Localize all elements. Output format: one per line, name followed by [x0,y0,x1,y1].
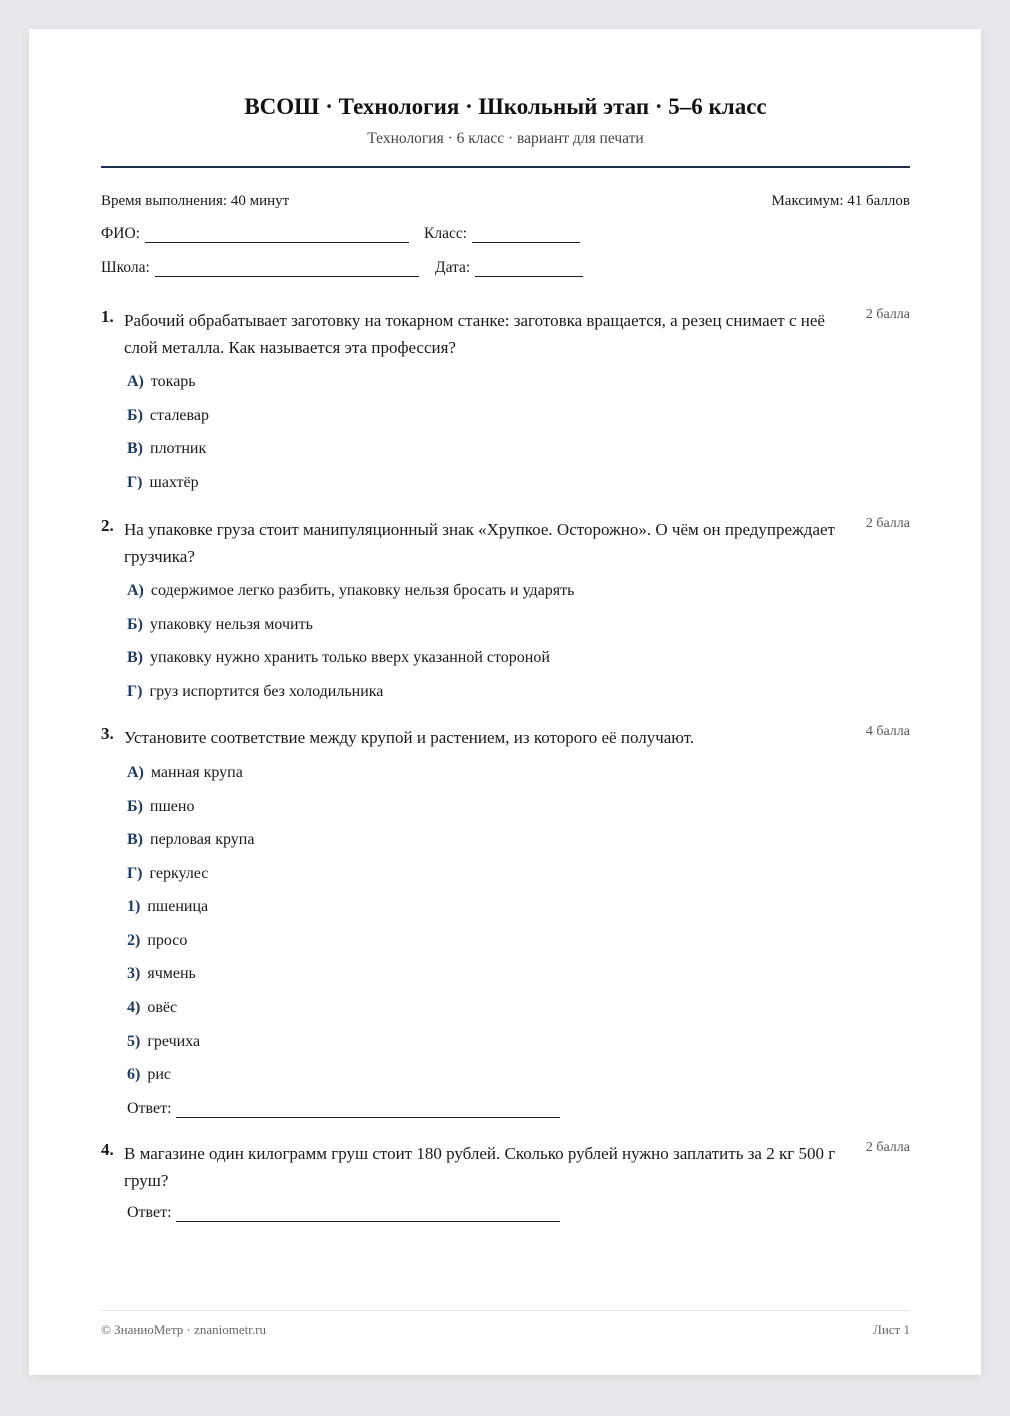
match-1[interactable] [127,898,208,916]
option-text: ячмень [147,965,196,982]
answer-field[interactable] [127,1204,560,1222]
option-letter: 4) [127,999,141,1016]
option-text: токарь [150,373,196,390]
option-a[interactable] [127,582,574,600]
question-text: Рабочий обрабатывает заготовку на токарном станке: заготовка вращается, а резец снимает с неё слой металла. Как называется эта профессия? [124,311,825,357]
option-a[interactable] [127,764,243,782]
match-2[interactable] [127,932,187,950]
footer-copyright: © ЗнаниоМетр · znaniometr.ru [101,1322,266,1337]
option-letter: 5) [127,1033,141,1050]
option-letter: Б) [127,616,143,633]
option-letter: Г) [127,865,143,882]
option-letter: 6) [127,1066,141,1083]
question-points: 4 балла [865,724,910,739]
answer-blank[interactable] [176,1103,560,1118]
option-letter: 2) [127,932,141,949]
option-letter: А) [127,582,144,599]
option-d[interactable] [127,865,208,883]
option-d[interactable] [127,683,383,701]
option-text: груз испортится без холодильника [149,683,384,700]
option-c[interactable] [127,649,550,667]
option-text: содержимое легко разбить, упаковку нельзя бросать и ударять [150,582,575,599]
option-b[interactable] [127,407,209,425]
option-letter: В) [127,649,143,666]
option-text: сталевар [149,407,209,424]
option-letter: В) [127,440,143,457]
option-text: пшеница [147,898,209,915]
worksheet-page [29,29,981,1375]
option-text: пшено [149,798,195,815]
option-text: упаковку нужно хранить только вверх указанной стороной [150,649,550,666]
class-field[interactable] [424,225,580,243]
date-field[interactable] [435,259,583,277]
question-number: 2. [101,516,114,535]
option-letter: 1) [127,898,141,915]
question-text: На упаковке груза стоит манипуляционный знак «Хрупкое. Осторожно». О чём он предупреждает грузчика? [124,520,835,566]
option-letter: В) [127,831,143,848]
answer-label: Ответ: [127,1204,172,1221]
option-text: плотник [150,440,207,457]
option-letter: А) [127,373,144,390]
option-c[interactable] [127,831,254,849]
option-letter: Б) [127,798,143,815]
question-points: 2 балла [865,516,910,531]
school-field[interactable] [101,259,419,277]
fio-blank[interactable] [145,225,409,243]
question-number: 3. [101,724,114,743]
option-letter: А) [127,764,144,781]
question-points: 2 балла [865,1140,910,1155]
option-text: просо [147,932,188,949]
match-6[interactable] [127,1066,171,1084]
time-limit: Время выполнения: 40 минут [101,193,290,209]
option-b[interactable] [127,798,194,816]
option-text: рис [147,1066,171,1083]
option-text: овёс [147,999,178,1016]
option-text: шахтёр [149,474,199,491]
fio-field[interactable] [101,225,409,243]
match-3[interactable] [127,965,196,983]
page-title: ВСОШ · Технология · Школьный этап · 5–6 класс [244,94,767,119]
class-blank[interactable] [472,225,580,243]
header-divider [101,166,910,168]
match-4[interactable] [127,999,177,1017]
option-text: манная крупа [150,764,243,781]
option-letter: Г) [127,683,143,700]
answer-label: Ответ: [127,1100,172,1117]
option-c[interactable] [127,440,206,458]
question-number: 1. [101,307,114,326]
date-blank[interactable] [475,259,583,277]
page-subtitle: Технология · 6 класс · вариант для печати [367,130,644,147]
max-score: Максимум: 41 баллов [771,193,910,209]
school-label: Школа: [101,259,150,276]
option-b[interactable] [127,616,313,634]
fio-label: ФИО: [101,225,140,242]
footer-page-number: Лист 1 [873,1322,910,1337]
answer-field[interactable] [127,1100,560,1118]
option-text: упаковку нельзя мочить [149,616,313,633]
option-letter: 3) [127,965,141,982]
school-blank[interactable] [155,259,419,277]
question-text: Установите соответствие между крупой и растением, из которого её получают. [124,728,695,747]
answer-blank[interactable] [176,1207,560,1222]
option-text: перловая крупа [150,831,255,848]
class-label: Класс: [424,225,468,242]
question-points: 2 балла [865,307,910,322]
option-text: геркулес [149,865,209,882]
question-text: В магазине один килограмм груш стоит 180 рублей. Сколько рублей нужно заплатить за 2 кг 500 г груш? [124,1144,836,1190]
option-d[interactable] [127,474,199,492]
option-letter: Г) [127,474,143,491]
match-5[interactable] [127,1033,200,1051]
date-label: Дата: [435,259,471,276]
option-letter: Б) [127,407,143,424]
option-text: гречиха [147,1033,201,1050]
question-number: 4. [101,1140,114,1159]
option-a[interactable] [127,373,196,391]
footer-divider [101,1310,910,1311]
